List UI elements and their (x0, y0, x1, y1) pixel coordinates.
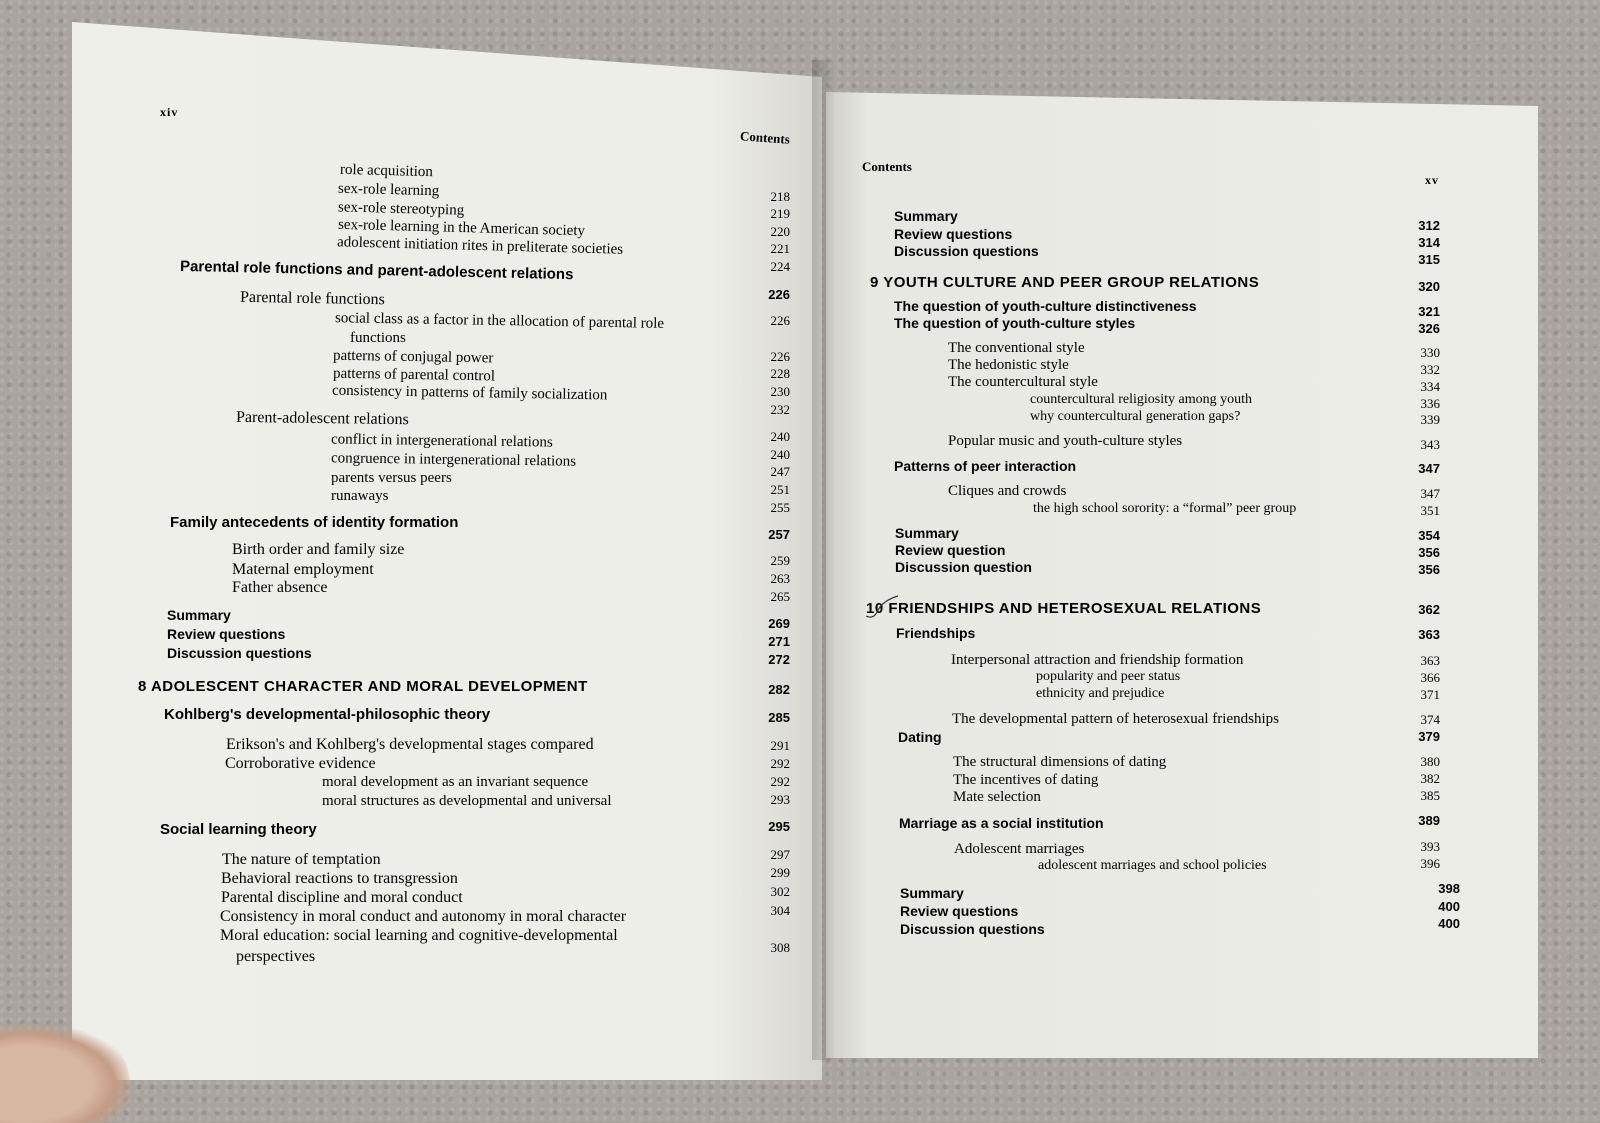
toc-section: Kohlberg's developmental-philosophic theory (164, 706, 491, 723)
toc-entry: Interpersonal attraction and friendship formation (951, 652, 1244, 668)
book-spine (812, 60, 834, 1060)
toc-entry: perspectives (236, 948, 316, 965)
toc-summary: Review questions (167, 626, 286, 642)
toc-section: Dating (898, 729, 942, 745)
toc-entry: sex-role learning in the American society (337, 216, 586, 240)
toc-page: 240 (770, 429, 790, 444)
toc-entry: ethnicity and prejudice (1036, 686, 1165, 701)
toc-page: 224 (770, 259, 790, 274)
toc-page: 247 (770, 464, 790, 479)
toc-entry: runaways (331, 488, 389, 504)
pencil-check-mark (864, 594, 900, 624)
toc-entry: Consistency in moral conduct and autonomy in moral character (220, 908, 627, 925)
toc-entry: social class as a factor in the allocation of parental role (334, 310, 665, 332)
toc-entry: parents versus peers (331, 470, 452, 486)
toc-entry: consistency in patterns of family socialization (331, 382, 608, 404)
toc-entry: sex-role learning (337, 180, 440, 200)
toc-page: 339 (1420, 412, 1440, 427)
toc-page: 398 (1438, 881, 1460, 896)
toc-entry: Father absence (232, 579, 328, 596)
toc-entry: Maternal employment (232, 561, 374, 578)
toc-entry: Parent-adolescent relations (235, 408, 409, 429)
toc-summary: Summary (894, 208, 958, 224)
toc-entry: conflict in intergenerational relations (330, 431, 553, 451)
toc-entry: Parental discipline and moral conduct (221, 889, 463, 906)
toc-entry: Birth order and family size (232, 541, 405, 558)
toc-page: 291 (770, 738, 790, 753)
toc-entry: Corroborative evidence (225, 755, 376, 772)
toc-section: Friendships (896, 625, 976, 641)
toc-page: 312 (1418, 218, 1440, 233)
toc-page: 220 (770, 224, 790, 239)
toc-entry: The incentives of dating (953, 772, 1099, 788)
toc-entry: congruence in intergenerational relations (330, 450, 577, 470)
toc-page: 351 (1420, 503, 1440, 518)
toc-entry: The hedonistic style (948, 357, 1069, 373)
toc-entry: The nature of temptation (222, 851, 381, 868)
toc-page: 302 (770, 884, 790, 899)
toc-page: 326 (1418, 321, 1440, 336)
toc-page: 363 (1420, 653, 1440, 668)
toc-section: Patterns of peer interaction (894, 458, 1077, 474)
toc-page: 393 (1420, 839, 1440, 854)
toc-entry: the high school sorority: a “formal” peer group (1033, 501, 1297, 516)
toc-page: 292 (770, 774, 790, 789)
toc-summary: Discussion question (895, 559, 1032, 575)
toc-page: 389 (1418, 813, 1440, 828)
toc-entry: adolescent marriages and school policies (1038, 858, 1267, 873)
toc-page: 382 (1420, 771, 1440, 786)
folio-left: xiv (160, 105, 179, 119)
toc-page: 400 (1438, 916, 1460, 931)
toc-entry: moral development as an invariant sequence (322, 774, 589, 790)
running-head-left: Contents (739, 128, 791, 147)
toc-page: 354 (1418, 528, 1440, 543)
toc-page: 221 (770, 241, 790, 256)
toc-page: 356 (1418, 545, 1440, 560)
toc-page: 380 (1420, 754, 1440, 769)
toc-section: Parental role functions and parent-adolescent relations (179, 257, 574, 284)
toc-entry: sex-role stereotyping (337, 199, 465, 219)
toc-summary: Discussion questions (894, 243, 1039, 259)
toc-page: 272 (768, 652, 790, 667)
toc-page: 366 (1420, 670, 1440, 685)
toc-page: 371 (1420, 687, 1440, 702)
toc-page: 219 (770, 206, 790, 221)
toc-page: 396 (1420, 856, 1440, 871)
toc-page: 314 (1418, 235, 1440, 250)
toc-section: The question of youth-culture styles (894, 315, 1136, 331)
toc-entry: Popular music and youth-culture styles (948, 433, 1183, 449)
toc-page: 343 (1420, 437, 1440, 452)
toc-section: Social learning theory (160, 821, 317, 838)
toc-page: 230 (770, 384, 790, 399)
toc-summary: Review questions (894, 226, 1013, 242)
toc-page: 315 (1418, 252, 1440, 267)
toc-page: 263 (770, 571, 790, 586)
toc-summary: Review question (895, 542, 1006, 558)
toc-page: 356 (1418, 562, 1440, 577)
toc-page: 226 (770, 349, 790, 364)
toc-summary: Summary (895, 525, 959, 541)
toc-page: 285 (768, 710, 790, 725)
toc-entry: Adolescent marriages (954, 841, 1085, 857)
toc-page: 282 (768, 682, 790, 697)
toc-entry: The structural dimensions of dating (953, 754, 1167, 770)
toc-page: 347 (1418, 461, 1440, 476)
toc-page: 308 (770, 940, 790, 955)
toc-page: 362 (1418, 602, 1440, 617)
toc-page: 265 (770, 589, 790, 604)
toc-section: Marriage as a social institution (899, 815, 1104, 831)
toc-page: 363 (1418, 627, 1440, 642)
toc-entry: The countercultural style (948, 374, 1098, 390)
toc-page: 226 (770, 313, 790, 328)
toc-entry: Cliques and crowds (948, 483, 1067, 499)
toc-entry: Mate selection (953, 789, 1041, 805)
toc-page: 334 (1420, 379, 1440, 394)
toc-page: 271 (768, 634, 790, 649)
folio-right: xv (1425, 173, 1439, 187)
toc-entry: The developmental pattern of heterosexual friendships (952, 711, 1279, 727)
toc-page: 332 (1420, 362, 1440, 377)
toc-page: 257 (768, 527, 790, 542)
running-head-right: Contents (862, 159, 912, 174)
toc-entry: patterns of conjugal power (332, 347, 494, 367)
chapter-heading: 8 ADOLESCENT CHARACTER AND MORAL DEVELOPMENT (138, 678, 588, 695)
toc-page: 295 (768, 819, 790, 834)
toc-summary: Discussion questions (167, 645, 312, 661)
toc-page: 297 (770, 847, 790, 862)
toc-page: 320 (1418, 279, 1440, 294)
toc-entry: Parental role functions (239, 288, 385, 309)
toc-entry: Moral education: social learning and cognitive-developmental (220, 927, 618, 944)
toc-page: 269 (768, 616, 790, 631)
toc-page: 240 (770, 447, 790, 462)
toc-entry: why countercultural generation gaps? (1030, 409, 1241, 424)
toc-entry: Erikson's and Kohlberg's developmental stages compared (226, 736, 594, 753)
toc-section: Family antecedents of identity formation (170, 514, 459, 531)
toc-entry: moral structures as developmental and universal (322, 793, 612, 809)
toc-summary: Summary (167, 607, 231, 623)
toc-entry: countercultural religiosity among youth (1030, 392, 1253, 407)
toc-entry: functions (350, 330, 406, 346)
toc-page: 321 (1418, 304, 1440, 319)
toc-page: 218 (770, 189, 790, 204)
toc-section: The question of youth-culture distinctiveness (894, 298, 1197, 314)
toc-entry: role acquisition (339, 161, 434, 181)
toc-page: 385 (1420, 788, 1440, 803)
toc-entry: The conventional style (948, 340, 1085, 356)
toc-summary: Discussion questions (900, 921, 1045, 937)
chapter-heading: 10 FRIENDSHIPS AND HETEROSEXUAL RELATIONS (866, 600, 1262, 617)
toc-page: 299 (770, 865, 790, 880)
toc-summary: Review questions (900, 903, 1019, 919)
toc-entry: popularity and peer status (1036, 669, 1181, 684)
toc-page: 374 (1420, 712, 1440, 727)
toc-summary: Summary (900, 885, 964, 901)
toc-entry: patterns of parental control (332, 365, 496, 385)
toc-page: 292 (770, 756, 790, 771)
toc-page: 336 (1420, 396, 1440, 411)
toc-entry: adolescent initiation rites in preliterate societies (336, 234, 624, 258)
toc-page: 347 (1420, 486, 1440, 501)
toc-page: 228 (770, 366, 790, 381)
toc-page: 379 (1418, 729, 1440, 744)
toc-page: 255 (770, 500, 790, 515)
toc-page: 251 (770, 482, 790, 497)
toc-page: 226 (768, 287, 790, 302)
toc-page: 304 (770, 903, 790, 918)
toc-page: 232 (770, 402, 790, 417)
toc-entry: Behavioral reactions to transgression (221, 870, 458, 887)
toc-page: 330 (1420, 345, 1440, 360)
chapter-heading: 9 YOUTH CULTURE AND PEER GROUP RELATIONS (870, 274, 1260, 291)
toc-page: 259 (770, 553, 790, 568)
toc-page: 293 (770, 792, 790, 807)
toc-page: 400 (1438, 899, 1460, 914)
